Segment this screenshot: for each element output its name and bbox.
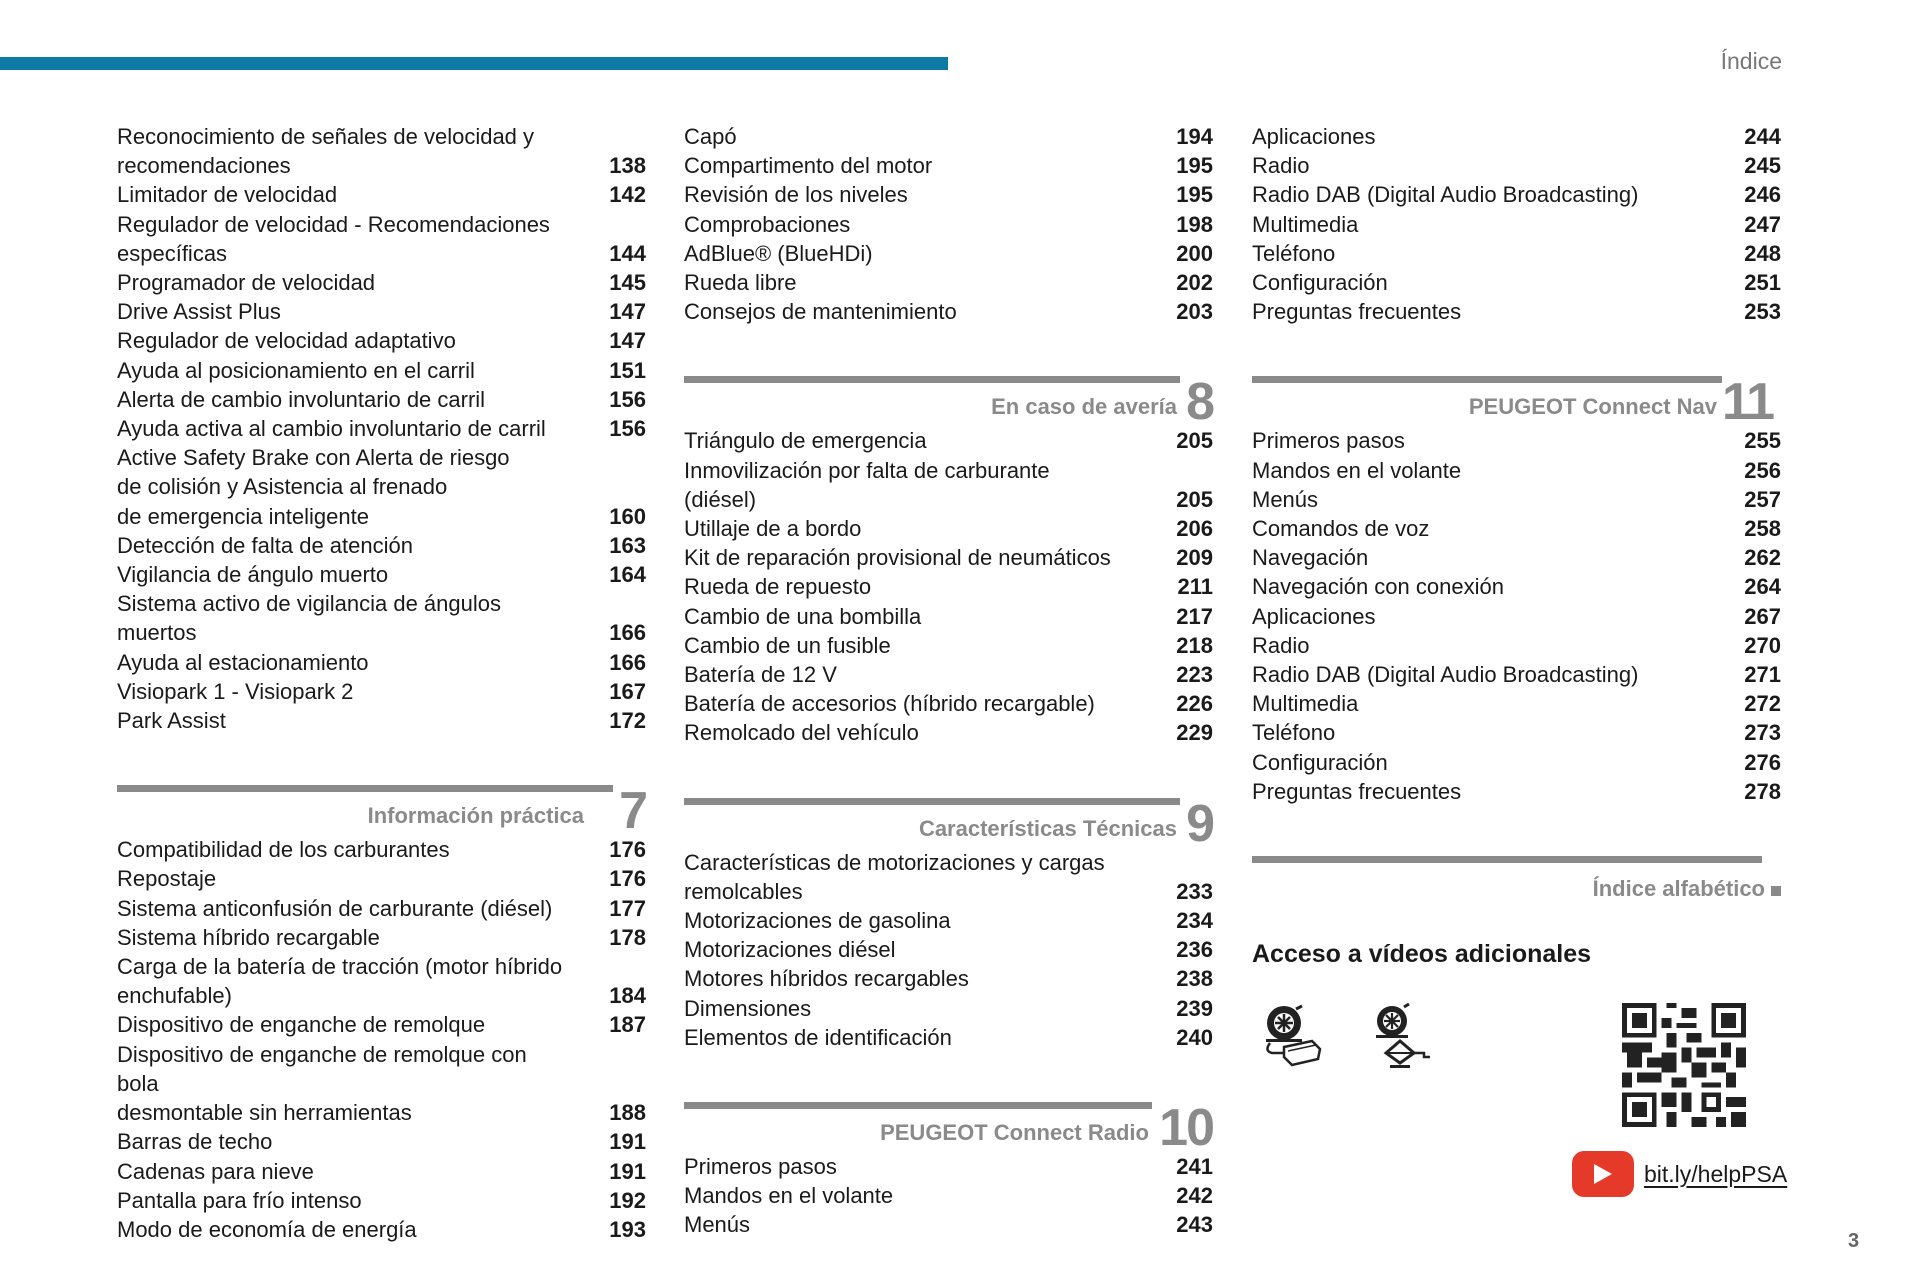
toc-entry-title: Limitador de velocidad (117, 182, 338, 208)
toc-entry[interactable] (117, 560, 646, 589)
toc-entry-title: Batería de 12 V (684, 662, 837, 688)
toc-entry-page: 203 (1176, 299, 1213, 325)
toc-entry-page: 239 (1176, 995, 1213, 1021)
toc-entry-title: específicas (117, 240, 228, 266)
toc-entry-title: Dispositivo de enganche de remolque con bola (117, 1041, 527, 1096)
toc-entry-page: 262 (1744, 545, 1781, 571)
toc-entry-title: Preguntas frecuentes (1252, 299, 1462, 325)
toc-entry[interactable] (117, 923, 646, 952)
toc-entry[interactable] (684, 994, 1213, 1023)
toc-entry[interactable] (117, 864, 646, 893)
toc-entry[interactable] (684, 906, 1213, 935)
toc-entry[interactable] (684, 602, 1213, 631)
toc-entry-page: 198 (1176, 211, 1213, 237)
section-number: 7 (619, 782, 646, 841)
toc-entry-title: Ayuda activa al cambio involuntario de carril (117, 416, 546, 442)
toc-entry-page: 264 (1744, 574, 1781, 600)
toc-entry[interactable] (117, 1186, 646, 1215)
toc-entry-title: Ayuda al posicionamiento en el carril (117, 357, 475, 383)
toc-entry-title: de emergencia inteligente (117, 503, 369, 529)
toc-entry-page: 256 (1744, 457, 1781, 483)
toc-entry-page: 273 (1744, 720, 1781, 746)
toc-entry-page: 205 (1176, 486, 1213, 512)
toc-entry[interactable] (684, 935, 1213, 964)
toc-entry-title: Reconocimiento de señales de velocidad y (117, 124, 535, 149)
toc-entry-title: Park Assist (117, 708, 226, 734)
toc-entry[interactable] (684, 122, 1213, 151)
toc-entry-page: 242 (1176, 1183, 1213, 1209)
section-number: 8 (1186, 373, 1213, 432)
toc-entry[interactable] (117, 677, 646, 706)
toc-entry-page: 156 (609, 416, 646, 442)
toc-entry-title: Kit de reparación provisional de neumáticos (684, 545, 1111, 571)
toc-entry[interactable] (1252, 572, 1781, 601)
toc-entry-title: Mandos en el volante (684, 1183, 894, 1209)
toc-entry-title: Motores híbridos recargables (684, 966, 969, 992)
toc-entry[interactable] (117, 210, 646, 239)
toc-entry-title: Preguntas frecuentes (1252, 778, 1462, 804)
toc-entry[interactable] (684, 485, 1213, 514)
section-rule (1252, 376, 1722, 383)
toc-entry-title: Aplicaciones (1252, 124, 1376, 149)
toc-entry-title: Características de motorizaciones y cargas (684, 849, 1105, 875)
toc-entry-title: AdBlue® (BlueHDi) (684, 240, 873, 266)
toc-block (1252, 122, 1781, 326)
toc-entry-title: Multimedia (1252, 691, 1359, 717)
qr-code-icon[interactable] (1622, 1003, 1746, 1127)
toc-entry[interactable] (684, 848, 1213, 877)
toc-entry-page: 176 (609, 837, 646, 863)
videos-area (1252, 993, 1788, 1233)
toc-entry[interactable] (117, 472, 646, 501)
toc-entry[interactable] (117, 356, 646, 385)
toc-entry[interactable] (117, 180, 646, 209)
toc-block (1252, 426, 1781, 806)
toc-entry-page: 147 (609, 328, 646, 354)
toc-entry[interactable] (117, 1010, 646, 1039)
toc-entry-page: 160 (609, 503, 646, 529)
toc-entry-title: Dispositivo de enganche de remolque (117, 1012, 486, 1038)
toc-entry-title: Navegación (1252, 545, 1369, 571)
toc-entry-page: 151 (609, 357, 646, 383)
toc-entry-title: (diésel) (684, 486, 757, 512)
section-header-8[interactable] (684, 370, 1213, 432)
toc-entry-page: 164 (609, 562, 646, 588)
toc-entry[interactable] (684, 689, 1213, 718)
toc-entry-page: 278 (1744, 778, 1781, 804)
toc-entry[interactable] (117, 589, 646, 618)
toc-entry-title: Navegación con conexión (1252, 574, 1504, 600)
toc-entry-page: 238 (1176, 966, 1213, 992)
help-link[interactable]: bit.ly/helpPSA (1644, 1160, 1788, 1187)
running-head: Índice (1720, 48, 1782, 74)
youtube-link[interactable] (1572, 1151, 1787, 1197)
toc-entry-title: muertos (117, 620, 197, 646)
toc-entry-title: Programador de velocidad (117, 270, 376, 296)
toc-entry-title: Vigilancia de ángulo muerto (117, 562, 389, 588)
toc-entry-title: Radio DAB (Digital Audio Broadcasting) (1252, 182, 1639, 208)
toc-entry-page: 163 (609, 532, 646, 558)
toc-entry-title: Visiopark 1 - Visiopark 2 (117, 678, 354, 704)
toc-entry-title: Compatibilidad de los carburantes (117, 837, 450, 863)
toc-block (684, 1152, 1213, 1240)
toc-column-3 (1252, 122, 1788, 1233)
toc-entry-page: 267 (1744, 603, 1781, 629)
toc-entry[interactable] (117, 648, 646, 677)
toc-entry-page: 233 (1176, 878, 1213, 904)
toc-entry-title: Capó (684, 124, 737, 149)
toc-entry[interactable] (1252, 151, 1781, 180)
toc-entry-title: Primeros pasos (1252, 428, 1405, 454)
tyre-jack-icon[interactable] (1370, 1003, 1440, 1073)
toc-entry-page: 147 (609, 299, 646, 325)
toc-entry-page: 142 (609, 182, 646, 208)
toc-entry[interactable] (684, 1210, 1213, 1239)
toc-entry[interactable] (117, 443, 646, 472)
toc-entry-page: 241 (1176, 1154, 1213, 1180)
toc-entry-page: 236 (1176, 937, 1213, 963)
toc-entry[interactable] (684, 572, 1213, 601)
toc-entry-page: 240 (1176, 1024, 1213, 1050)
toc-entry-title: Regulador de velocidad adaptativo (117, 328, 456, 354)
toc-entry-title: Regulador de velocidad - Recomendaciones (117, 211, 550, 237)
toc-entry-page: 226 (1176, 691, 1213, 717)
toc-entry[interactable] (1252, 748, 1781, 777)
toc-entry-title: Barras de techo (117, 1129, 273, 1155)
toc-entry-page: 243 (1176, 1212, 1213, 1238)
toc-entry-title: Configuración (1252, 749, 1388, 775)
toc-entry-title: Consejos de mantenimiento (684, 299, 957, 325)
toc-entry[interactable] (684, 1181, 1213, 1210)
toc-entry-title: Triángulo de emergencia (684, 428, 927, 454)
toc-entry[interactable] (1252, 210, 1781, 239)
toc-entry-page: 167 (609, 678, 646, 704)
toc-entry-page: 258 (1744, 516, 1781, 542)
toc-entry-page: 166 (609, 620, 646, 646)
toc-entry-title: Modo de economía de energía (117, 1216, 417, 1242)
section-number: 10 (1159, 1099, 1213, 1158)
toc-entry-page: 245 (1744, 153, 1781, 179)
toc-entry-title: Radio DAB (Digital Audio Broadcasting) (1252, 662, 1639, 688)
toc-block (684, 122, 1213, 326)
toc-entry[interactable] (1252, 718, 1781, 747)
toc-entry[interactable] (684, 877, 1213, 906)
toc-entry[interactable] (117, 326, 646, 355)
toc-block (117, 835, 646, 1244)
toc-entry[interactable] (1252, 180, 1781, 209)
toc-entry[interactable] (117, 414, 646, 443)
toc-entry-page: 251 (1744, 270, 1781, 296)
alphabetical-index-link[interactable] (1252, 850, 1781, 902)
toc-entry-page: 248 (1744, 240, 1781, 266)
toc-entry-page: 217 (1176, 603, 1213, 629)
toc-entry-title: Motorizaciones diésel (684, 937, 896, 963)
toc-entry-title: Active Safety Brake con Alerta de riesgo (117, 445, 510, 471)
section-rule (684, 376, 1180, 383)
toc-column-2 (684, 122, 1213, 1240)
toc-entry-title: desmontable sin herramientas (117, 1100, 412, 1126)
toc-entry[interactable] (117, 1215, 646, 1244)
toc-entry-page: 178 (609, 924, 646, 950)
toc-entry[interactable] (117, 268, 646, 297)
toc-entry-page: 270 (1744, 632, 1781, 658)
toc-entry[interactable] (684, 426, 1213, 455)
toc-entry-title: Mandos en el volante (1252, 457, 1462, 483)
toc-entry[interactable] (117, 1098, 646, 1127)
toc-entry-title: Teléfono (1252, 720, 1336, 746)
toc-entry-page: 172 (609, 708, 646, 734)
toc-entry[interactable] (117, 1157, 646, 1186)
toc-entry-title: Rueda libre (684, 270, 797, 296)
toc-block (684, 848, 1213, 1052)
toc-entry-page: 144 (609, 240, 646, 266)
header-accent-bar (0, 57, 948, 70)
toc-entry-page: 246 (1744, 182, 1781, 208)
section-header-7[interactable] (117, 779, 646, 841)
toc-entry[interactable] (1252, 777, 1781, 806)
toc-entry[interactable] (684, 210, 1213, 239)
section-label: Información práctica (367, 803, 584, 829)
section-rule (117, 785, 613, 792)
youtube-icon (1572, 1151, 1634, 1197)
toc-entry[interactable] (117, 706, 646, 735)
section-header-10[interactable] (684, 1096, 1213, 1158)
toc-entry-title: Comprobaciones (684, 211, 851, 237)
toc-entry-title: remolcables (684, 878, 803, 904)
toc-entry-page: 229 (1176, 720, 1213, 746)
toc-entry[interactable] (117, 1040, 646, 1098)
toc-entry-title: Remolcado del vehículo (684, 720, 919, 746)
toc-entry-page: 193 (609, 1216, 646, 1242)
toc-entry-title: Cambio de un fusible (684, 632, 891, 658)
toc-block (117, 122, 646, 735)
toc-entry[interactable] (1252, 514, 1781, 543)
section-header-9[interactable] (684, 792, 1213, 853)
toc-entry[interactable] (684, 660, 1213, 689)
toc-entry[interactable] (684, 151, 1213, 180)
toc-entry-title: Aplicaciones (1252, 603, 1376, 629)
toc-entry-title: Drive Assist Plus (117, 299, 281, 325)
section-number: 11 (1722, 373, 1773, 432)
toc-entry-title: Elementos de identificación (684, 1024, 952, 1050)
toc-entry[interactable] (117, 835, 646, 864)
toc-entry-page: 234 (1176, 908, 1213, 934)
section-label: PEUGEOT Connect Radio (880, 1120, 1149, 1146)
toc-entry[interactable] (684, 631, 1213, 660)
toc-entry[interactable] (117, 531, 646, 560)
toc-block (684, 426, 1213, 747)
toc-entry-title: Rueda de repuesto (684, 574, 872, 600)
toc-entry[interactable] (1252, 456, 1781, 485)
toc-entry[interactable] (117, 894, 646, 923)
toc-entry[interactable] (117, 952, 646, 981)
toc-entry[interactable] (684, 1023, 1213, 1052)
toc-entry[interactable] (1252, 602, 1781, 631)
toc-entry-page: 145 (609, 270, 646, 296)
section-rule (684, 1102, 1152, 1109)
toc-entry-page: 223 (1176, 662, 1213, 688)
toc-entry-page: 194 (1176, 124, 1213, 149)
toc-entry-page: 205 (1176, 428, 1213, 454)
toc-entry-page: 255 (1744, 428, 1781, 454)
toc-entry-page: 202 (1176, 270, 1213, 296)
toc-entry-page: 200 (1176, 240, 1213, 266)
toc-entry-title: Sistema anticonfusión de carburante (diésel) (117, 895, 553, 921)
section-rule (684, 798, 1180, 805)
toc-entry-page: 209 (1176, 545, 1213, 571)
toc-entry[interactable] (1252, 297, 1781, 326)
toc-entry-title: Repostaje (117, 866, 217, 892)
section-label: En caso de avería (991, 394, 1177, 420)
toc-entry-page: 244 (1744, 124, 1781, 149)
videos-title: Acceso a vídeos adicionales (1252, 940, 1592, 969)
toc-entry-title: Compartimento del motor (684, 153, 933, 179)
section-label: PEUGEOT Connect Nav (1468, 394, 1717, 420)
toc-entry[interactable] (684, 456, 1213, 485)
toc-entry-page: 177 (609, 895, 646, 921)
toc-entry[interactable] (684, 239, 1213, 268)
toc-entry-page: 218 (1176, 632, 1213, 658)
toc-entry[interactable] (684, 718, 1213, 747)
toc-entry-title: enchufable) (117, 983, 232, 1009)
toc-entry-title: Dimensiones (684, 995, 812, 1021)
toc-entry-page: 253 (1744, 299, 1781, 325)
toc-entry-title: Cambio de una bombilla (684, 603, 922, 629)
toc-entry[interactable] (117, 151, 646, 180)
toc-entry-title: Multimedia (1252, 211, 1359, 237)
toc-entry[interactable] (1252, 660, 1781, 689)
toc-entry-title: Cadenas para nieve (117, 1158, 314, 1184)
toc-entry[interactable] (1252, 485, 1781, 514)
toc-entry-title: Menús (684, 1212, 751, 1238)
toc-entry-title: Teléfono (1252, 240, 1336, 266)
toc-entry-page: 247 (1744, 211, 1781, 237)
toc-entry-page: 184 (609, 983, 646, 1009)
toc-entry[interactable] (117, 981, 646, 1010)
toc-entry-title: Utillaje de a bordo (684, 516, 862, 542)
toc-entry-title: Detección de falta de atención (117, 532, 413, 558)
toc-column-1 (117, 122, 646, 1244)
toc-entry-title: Inmovilización por falta de carburante (684, 457, 1050, 483)
toc-entry-page: 156 (609, 386, 646, 412)
toc-entry-page: 195 (1176, 153, 1213, 179)
toc-entry-page: 191 (609, 1158, 646, 1184)
tyre-compressor-icon[interactable] (1260, 1003, 1330, 1073)
toc-entry-title: Sistema activo de vigilancia de ángulos (117, 591, 502, 617)
toc-entry[interactable] (117, 122, 646, 151)
toc-entry-page: 257 (1744, 486, 1781, 512)
toc-entry-page: 206 (1176, 516, 1213, 542)
toc-entry[interactable] (117, 618, 646, 647)
toc-entry[interactable] (117, 502, 646, 531)
square-bullet-icon (1771, 886, 1781, 896)
toc-entry-page: 272 (1744, 691, 1781, 717)
toc-entry[interactable] (117, 297, 646, 326)
toc-entry[interactable] (684, 1152, 1213, 1181)
toc-entry-page: 211 (1177, 574, 1213, 600)
section-number: 9 (1186, 794, 1213, 853)
toc-entry-title: Pantalla para frío intenso (117, 1187, 362, 1213)
toc-entry[interactable] (117, 1127, 646, 1156)
toc-entry-page: 188 (609, 1100, 646, 1126)
toc-entry-title: Ayuda al estacionamiento (117, 649, 369, 675)
toc-entry[interactable] (117, 239, 646, 268)
toc-entry-title: Sistema híbrido recargable (117, 924, 380, 950)
toc-entry-title: Comandos de voz (1252, 516, 1430, 542)
toc-entry[interactable] (117, 385, 646, 414)
toc-entry-title: Motorizaciones de gasolina (684, 908, 951, 934)
toc-entry-title: Batería de accesorios (híbrido recargable) (684, 691, 1095, 717)
toc-entry-page: 187 (609, 1012, 646, 1038)
page-number: 3 (1848, 1230, 1860, 1252)
section-header-11[interactable] (1252, 370, 1781, 432)
toc-entry-page: 192 (609, 1187, 646, 1213)
toc-entry[interactable] (1252, 543, 1781, 572)
toc-entry-page: 271 (1744, 662, 1781, 688)
toc-entry[interactable] (684, 268, 1213, 297)
toc-entry-title: Radio (1252, 632, 1310, 658)
toc-entry-title: Configuración (1252, 270, 1388, 296)
toc-entry-page: 166 (609, 649, 646, 675)
toc-entry[interactable] (1252, 239, 1781, 268)
toc-entry[interactable] (1252, 426, 1781, 455)
section-label: Características Técnicas (918, 815, 1177, 841)
toc-entry[interactable] (1252, 268, 1781, 297)
toc-entry-title: Alerta de cambio involuntario de carril (117, 386, 486, 412)
toc-entry-page: 191 (609, 1129, 646, 1155)
toc-entry-title: recomendaciones (117, 153, 291, 179)
toc-entry[interactable] (1252, 631, 1781, 660)
toc-entry-title: Revisión de los niveles (684, 182, 908, 208)
toc-entry-page: 195 (1176, 182, 1213, 208)
section-rule (1252, 856, 1762, 863)
toc-entry[interactable] (684, 543, 1213, 572)
toc-entry[interactable] (1252, 122, 1781, 151)
alphabetical-index-label: Índice alfabético (1592, 876, 1765, 902)
toc-entry[interactable] (684, 964, 1213, 993)
toc-entry-title: Radio (1252, 153, 1310, 179)
toc-entry[interactable] (684, 514, 1213, 543)
toc-entry[interactable] (684, 297, 1213, 326)
toc-entry-title: de colisión y Asistencia al frenado (117, 474, 448, 500)
toc-entry-title: Menús (1252, 486, 1319, 512)
toc-entry-page: 138 (609, 153, 646, 179)
toc-entry[interactable] (684, 180, 1213, 209)
toc-entry-title: Primeros pasos (684, 1154, 837, 1180)
toc-entry-page: 176 (609, 866, 646, 892)
toc-entry[interactable] (1252, 689, 1781, 718)
toc-entry-title: Carga de la batería de tracción (motor híbrido (117, 954, 563, 980)
toc-entry-page: 276 (1744, 749, 1781, 775)
